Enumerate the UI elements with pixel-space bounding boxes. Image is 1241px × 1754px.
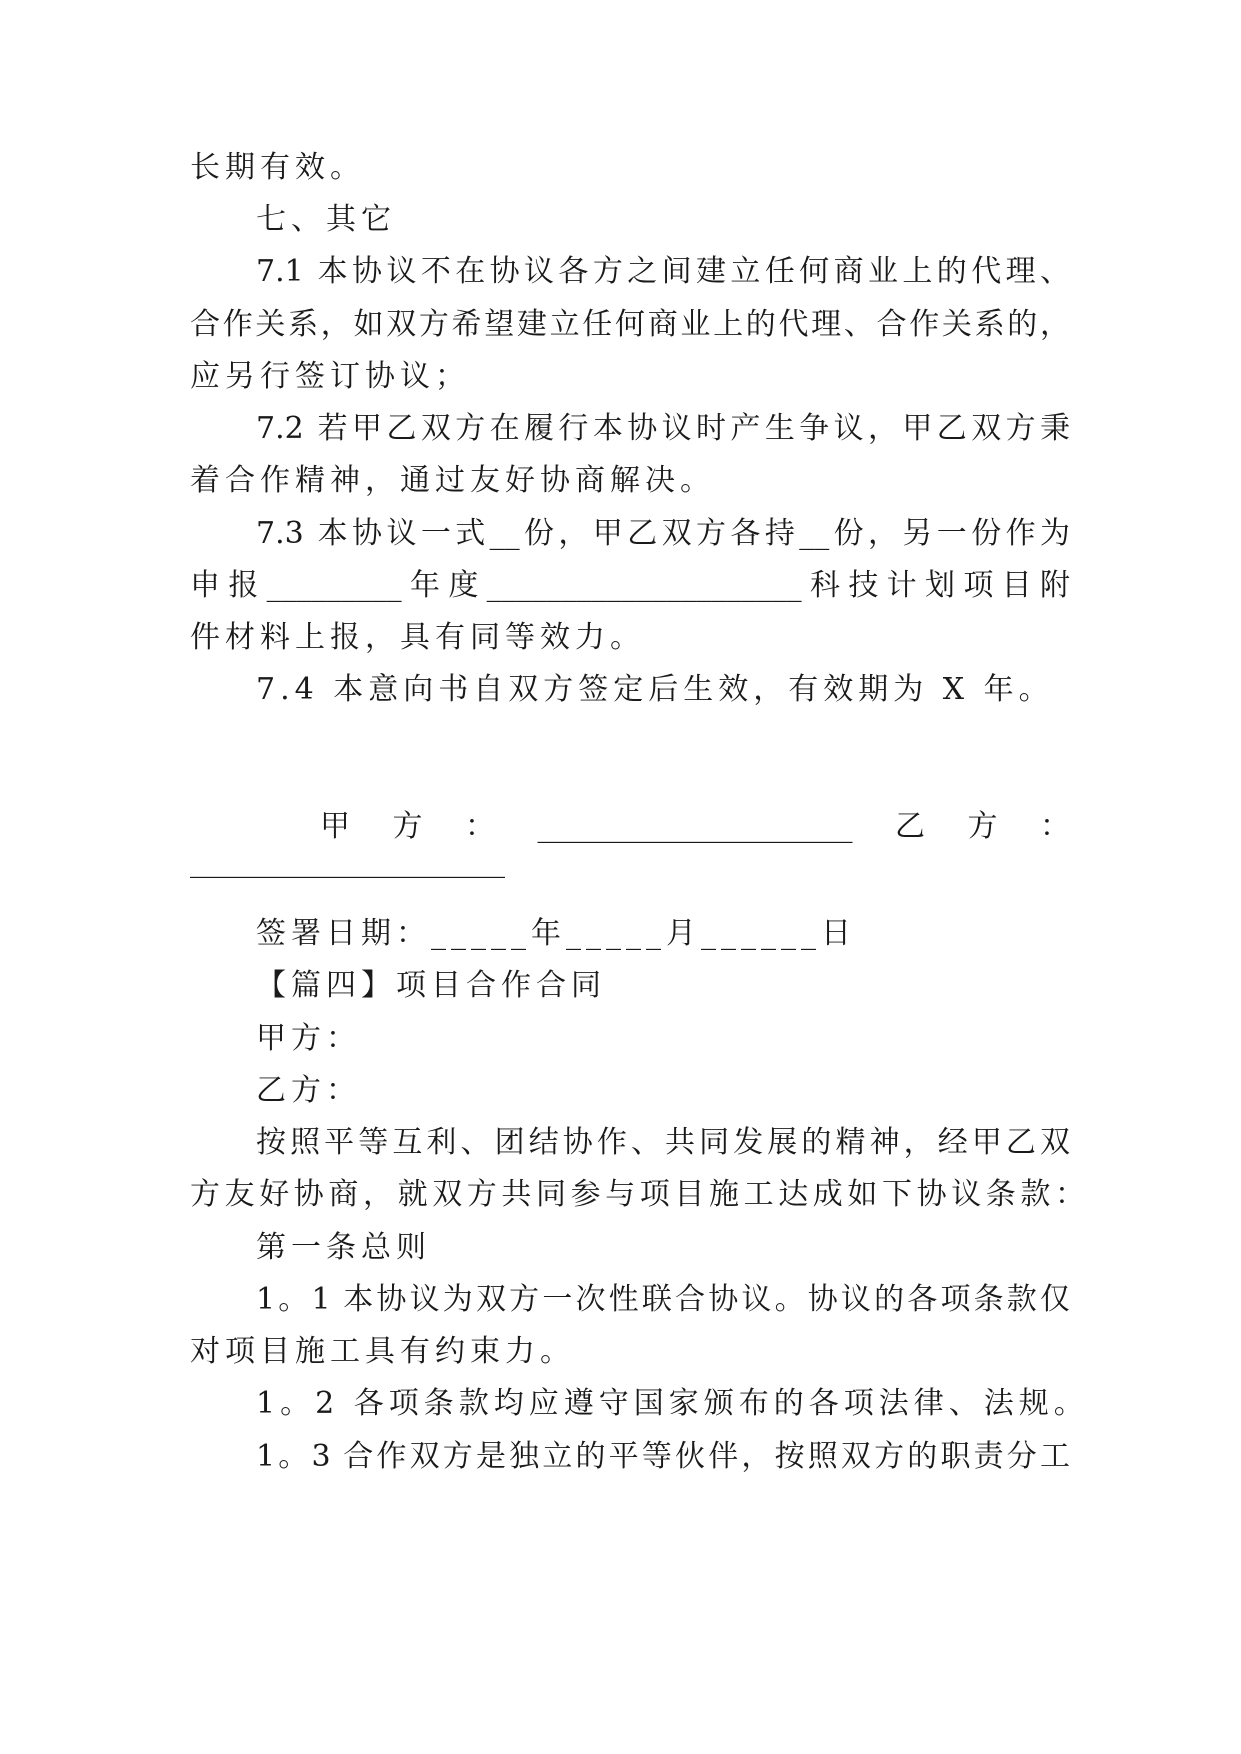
party-b-line: 乙方： <box>256 1073 361 1108</box>
party-a-fang: 方 <box>392 809 423 844</box>
paragraph-line: 长期有效。 <box>190 150 365 185</box>
party-a-blank: _____________________ <box>537 809 853 844</box>
paragraph-line: 7.2 若甲乙双方在履行本协议时产生争议，甲乙双方秉 <box>256 411 1070 446</box>
paragraph-line: 申报_________年度_____________________科技计划项目附 <box>190 568 1070 603</box>
party-a-colon: ： <box>465 809 495 844</box>
paragraph-line: 件材料上报，具有同等效力。 <box>190 620 645 655</box>
paragraph-line: 1。2 各项条款均应遵守国家颁布的各项法律、法规。 <box>256 1386 1089 1421</box>
signature-row <box>320 807 1070 847</box>
paragraph-line: 按照平等互利、团结协作、共同发展的精神，经甲乙双 <box>256 1125 1070 1160</box>
party-a-line: 甲方： <box>256 1021 361 1056</box>
paragraph-line: 7.1 本协议不在协议各方之间建立任何商业上的代理、 <box>256 254 1070 289</box>
paragraph-line: 7.3 本协议一式__份，甲乙双方各持__份，另一份作为 <box>256 516 1070 551</box>
paragraph-line: 着合作精神，通过友好协商解决。 <box>190 463 715 498</box>
paragraph-line: 对项目施工具有约束力。 <box>190 1334 575 1369</box>
paragraph-line: 1。3 合作双方是独立的平等伙伴，按照双方的职责分工 <box>256 1439 1070 1474</box>
party-b-label: 乙 <box>895 809 925 844</box>
party-b-blank: _____________________ <box>190 844 505 879</box>
party-b-fang: 方 <box>967 809 998 844</box>
article-heading: 第一条总则 <box>256 1230 431 1265</box>
section-heading: 七、其它 <box>256 202 396 237</box>
paragraph-line: 7.4 本意向书自双方签定后生效，有效期为 X 年。 <box>256 672 1054 707</box>
paragraph-line: 方友好协商，就双方共同参与项目施工达成如下协议条款： <box>190 1177 1085 1212</box>
section-title: 【篇四】项目合作合同 <box>256 968 606 1003</box>
paragraph-line: 1。1 本协议为双方一次性联合协议。协议的各项条款仅 <box>256 1282 1070 1317</box>
paragraph-line: 应另行签订协议； <box>190 359 470 394</box>
party-b-colon: ： <box>1040 809 1070 844</box>
signing-date-line: 签署日期：_____年_____月______日 <box>256 916 856 951</box>
party-a-label: 甲 <box>320 809 350 844</box>
paragraph-line: 合作关系，如双方希望建立任何商业上的代理、合作关系的， <box>190 307 1070 342</box>
